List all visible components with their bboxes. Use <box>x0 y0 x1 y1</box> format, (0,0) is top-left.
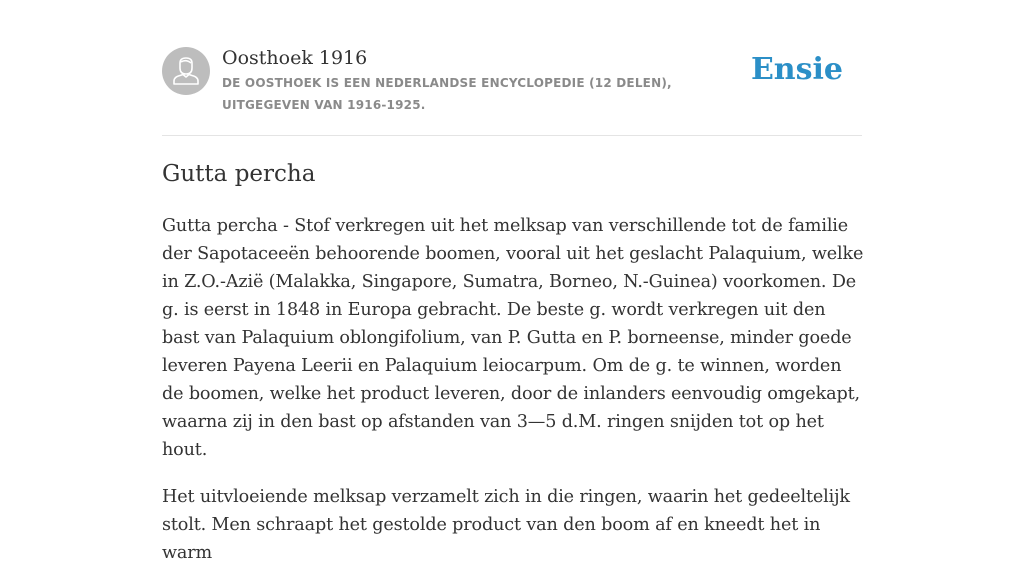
source-header <box>162 46 862 136</box>
source-description: DE OOSTHOEK IS EEN NEDERLANDSE ENCYCLOPEDIE (12 DELEN), UITGEGEVEN VAN 1916-1925. <box>222 76 672 112</box>
source-title[interactable]: Oosthoek 1916 <box>222 47 368 69</box>
ensie-logo[interactable]: Ensie <box>750 52 843 87</box>
article-title: Gutta percha <box>162 161 316 187</box>
user-icon <box>162 47 210 95</box>
article-paragraph: Het uitvloeiende melksap verzamelt zich in die ringen, waarin het gedeeltelijk stolt. Men schraapt het gestolde product van den boom af en kneedt het in warm <box>162 487 850 563</box>
avatar[interactable] <box>162 47 210 95</box>
article-body <box>162 212 864 586</box>
article-paragraph: Gutta percha - Stof verkregen uit het melksap van verschillende tot de familie der Sapotaceeën behoorende boomen, vooral uit het geslacht Palaquium, welke in Z.O.-Azië (Malakka, Singapore, Sumatra, Borneo, N.-Guinea) voorkomen. De g. is eerst in 1848 in Europa gebracht. De beste g. wordt verkregen uit den bast van Palaquium oblongifolium, van P. Gutta en P. borneense, minder goede leveren Payena Leerii en Palaquium leiocarpum. Om de g. te winnen, worden de boomen, welke het product leveren, door de inlanders eenvoudig omgekapt, waarna zij in den bast op afstanden van 3—5 d.M. ringen snijden tot op het hout. <box>162 216 864 460</box>
